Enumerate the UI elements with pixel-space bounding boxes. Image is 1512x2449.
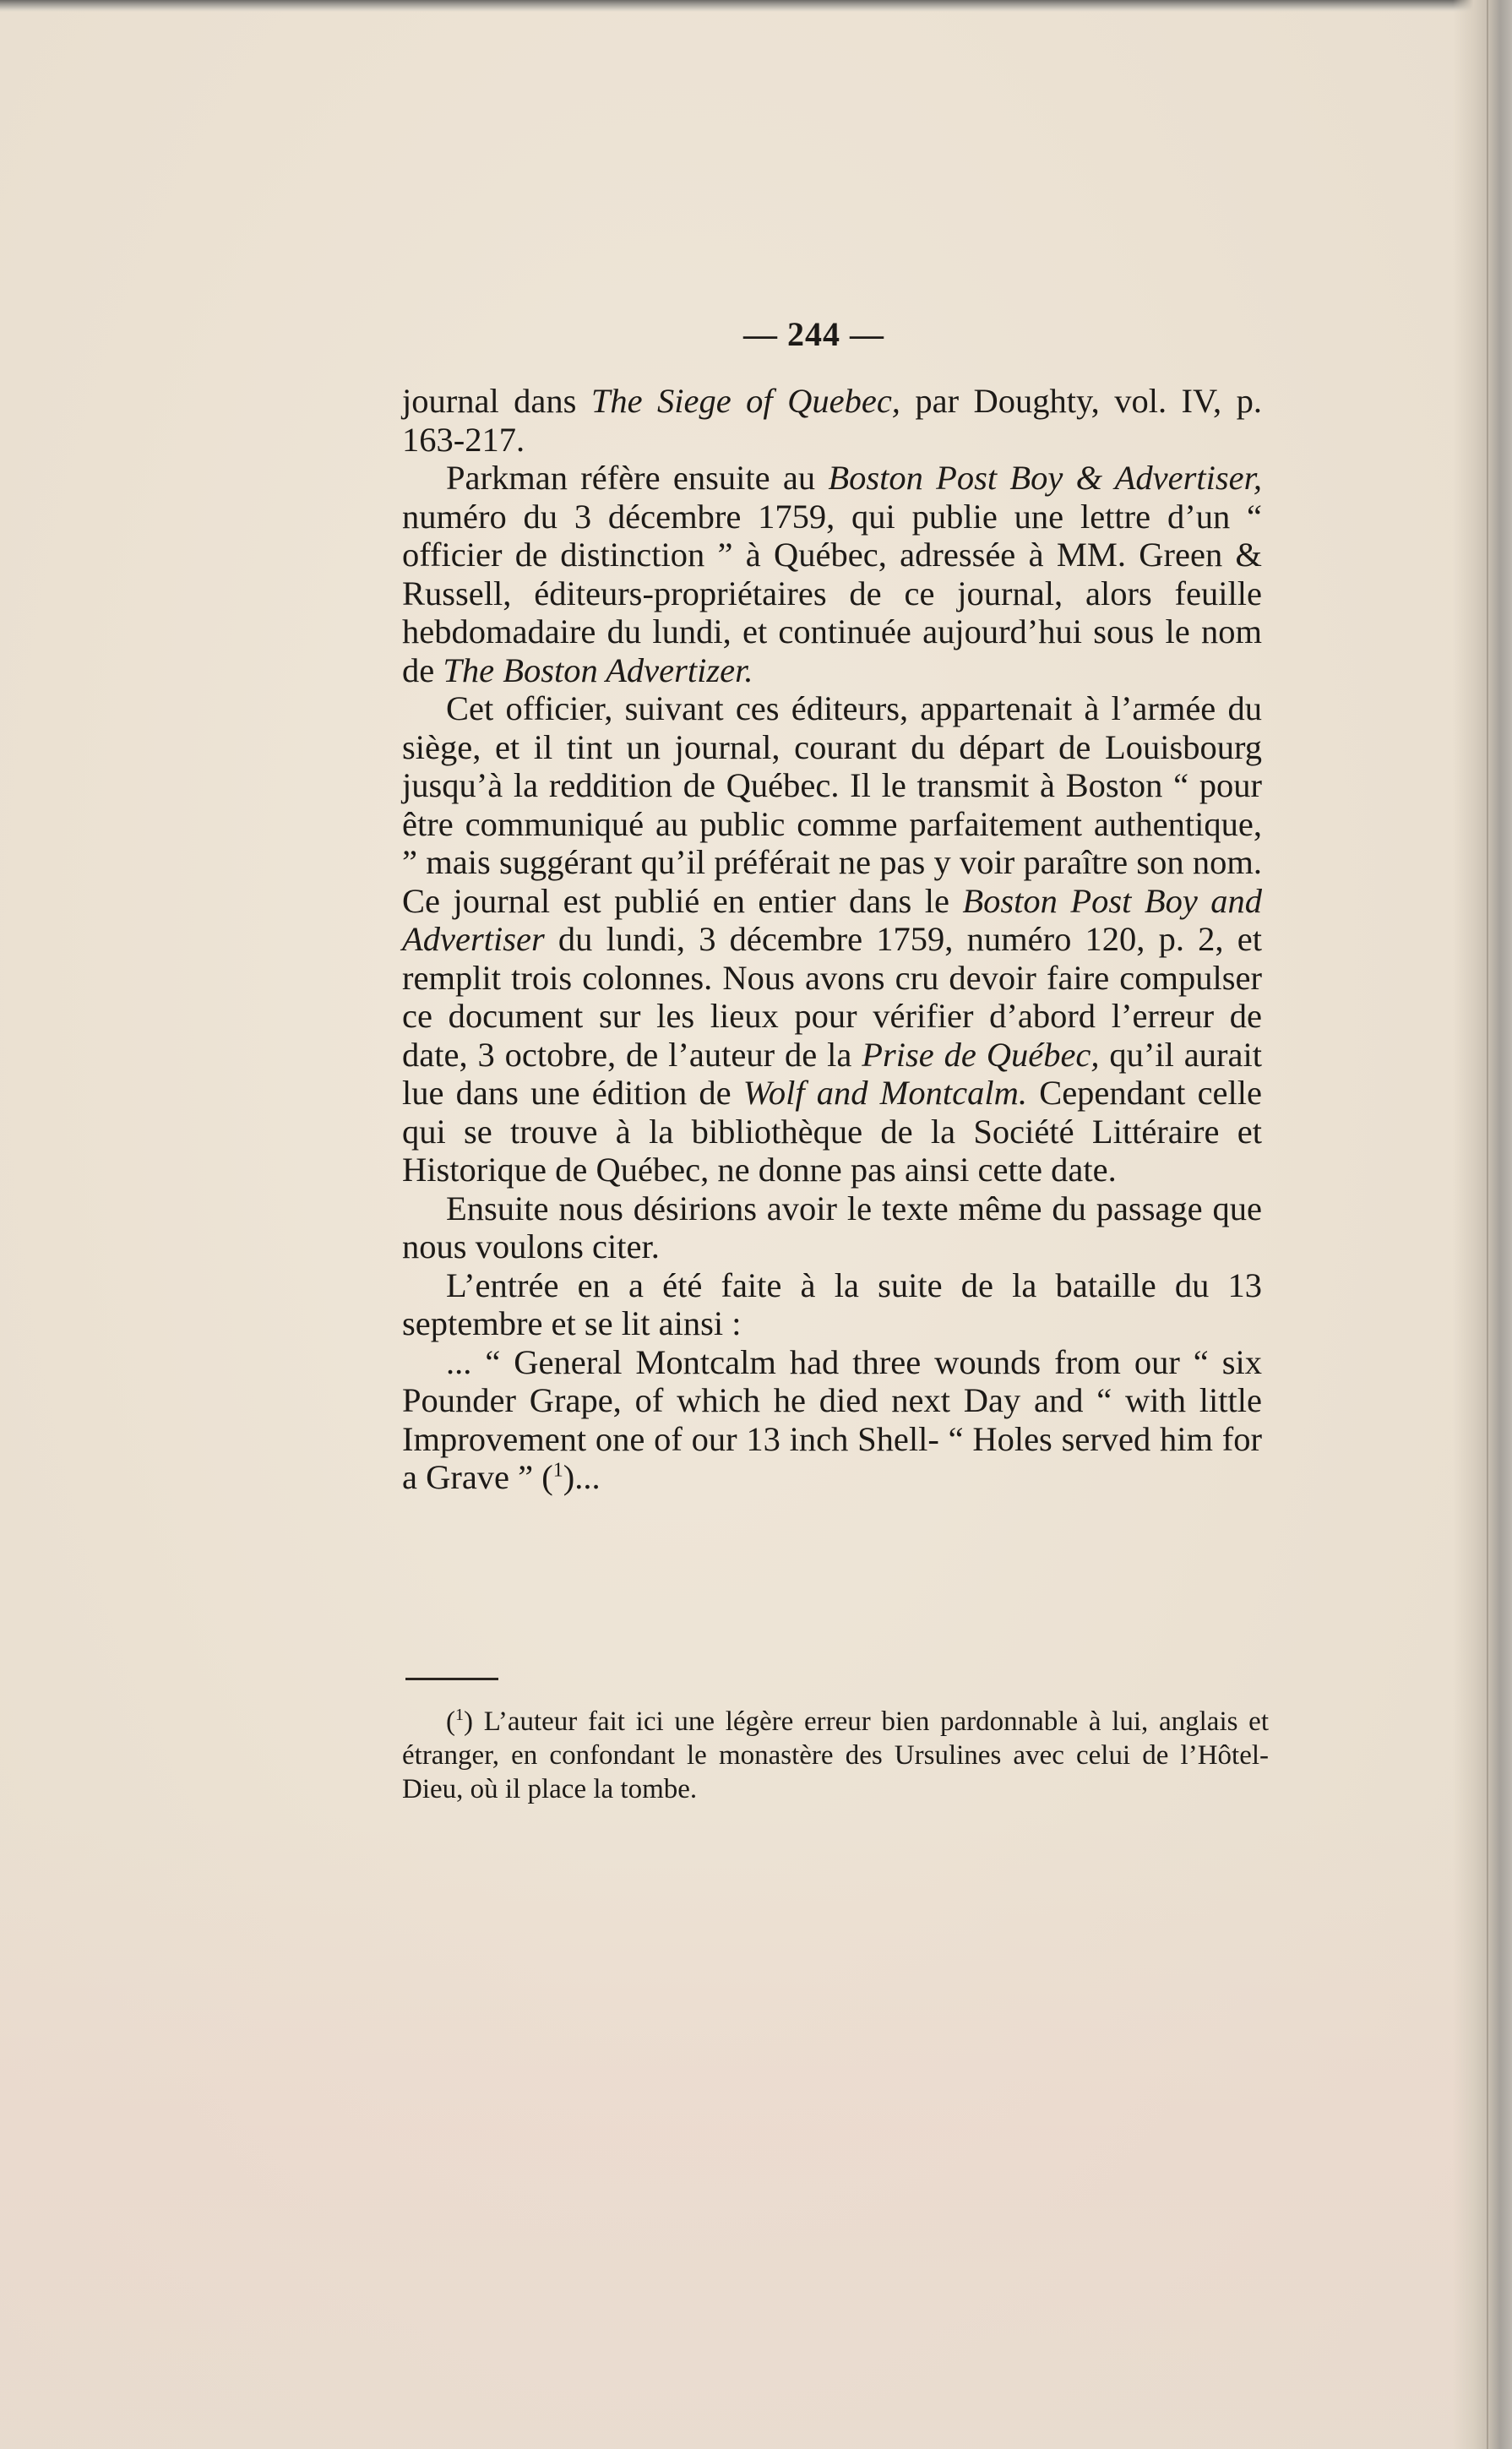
paragraph <box>402 382 1262 459</box>
footnote: ($^1$) L’auteur fait ici une légère erreur bien pardonnable à lui, anglais et étranger, en confondant le monastère des Ursulines avec celui de l’Hôtel-Dieu, où il place la tombe. <box>402 1706 1269 1804</box>
paragraph <box>402 1266 1262 1343</box>
paragraph <box>402 1343 1262 1497</box>
text-run: Ensuite nous désirions avoir le texte même du passage que nous voulons citer. <box>402 1189 1262 1265</box>
paragraph <box>402 459 1262 689</box>
footnote-reference: 1 <box>552 1459 563 1482</box>
page-gutter-line <box>1487 0 1488 2449</box>
page-right-edge <box>1453 0 1512 2449</box>
footnote-text: L’auteur fait ici une légère erreur bien pardonnable à lui, anglais et étranger, en confondant le monastère des Ursulines avec celui de l’Hôtel-Dieu, où il place la tombe. <box>402 1706 1269 1804</box>
italic-title: Prise de Québec, <box>862 1035 1100 1074</box>
italic-title: Boston Post Boy & Advertiser, <box>828 459 1262 497</box>
footnote-rule <box>405 1678 498 1680</box>
text-run: )... <box>563 1458 601 1496</box>
italic-title: Boston Post Boy and Advertiser <box>402 881 1262 958</box>
text-run: Cet officier, suivant ces éditeurs, appartenait à l’armée du siège, et il tint un journal, courant du départ de Louisbourg jusqu’à la reddition de Québec. Il le transmit à Boston “ pour être communiqué au public comme parfaitement authentique, ” mais suggérant qu’il préférait ne pas y voir paraître son nom. Ce journal est publié en entier dans le <box>402 689 1262 920</box>
paragraph <box>402 1189 1262 1266</box>
page-top-edge <box>0 0 1512 12</box>
footnote-marker: 1 <box>455 1706 464 1724</box>
text-run: par Doughty, vol. IV, p. 163-217. <box>402 382 1262 459</box>
text-run: journal dans <box>402 382 591 420</box>
page-number: — 244 — <box>743 315 884 353</box>
text-run: ... “ General Montcalm had three wounds from our “ six Pounder Grape, of which he died next Day and “ with little Improvement one of our 13 inch Shell- “ Holes served him for a Grave ” ( <box>402 1342 1262 1496</box>
paper-stain <box>0 1816 1512 2449</box>
text-run: Parkman réfère ensuite au <box>446 459 829 497</box>
text-run: Cependant celle qui se trouve à la bibliothèque de la Société Littéraire et Historique de Québec, ne donne pas ainsi cette date. <box>402 1074 1262 1189</box>
text-run: du lundi, 3 décembre 1759, numéro 120, p. 2, et remplit trois colonnes. Nous avons cru devoir faire compulser ce document sur les lieux pour vérifier d’abord l’erreur de date, 3 octobre, de l’auteur de la <box>402 920 1262 1074</box>
italic-title: The Boston Advertizer. <box>443 650 753 689</box>
text-run: numéro du 3 décembre 1759, qui publie une lettre d’un “ officier de distinction ” à Québec, adressée à MM. Green & Russell, éditeurs-propriétaires de ce journal, alors feuille hebdomadaire du lundi, et continuée aujourd’hui sous le nom de <box>402 497 1262 689</box>
italic-title: The Siege of Quebec, <box>590 382 900 420</box>
body-text <box>402 382 1262 1497</box>
text-run: L’entrée en a été faite à la suite de la bataille du 13 septembre et se lit ainsi : <box>402 1265 1262 1342</box>
paragraph <box>402 689 1262 1189</box>
text-run: qu’il aurait lue dans une édition de <box>402 1035 1262 1112</box>
italic-title: Wolf and Montcalm. <box>742 1074 1028 1112</box>
